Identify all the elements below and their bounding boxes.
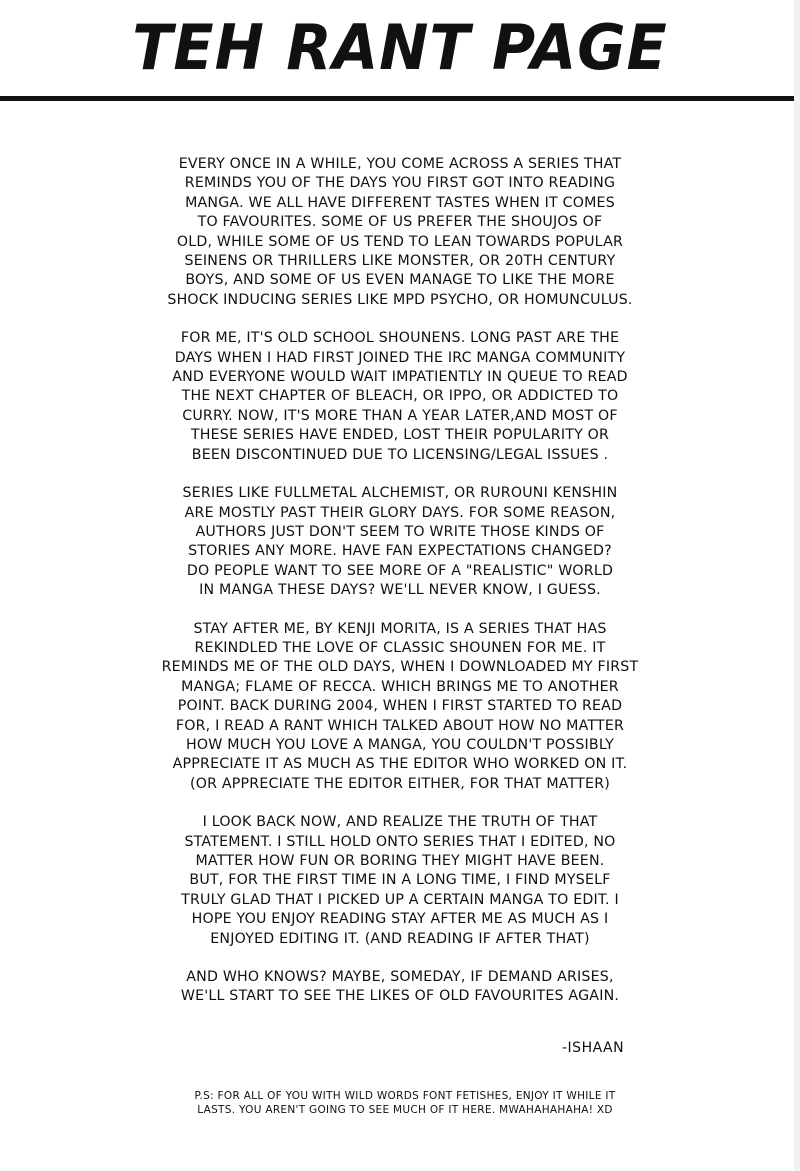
signature: -ISHAAN xyxy=(562,1040,625,1056)
rant-body xyxy=(130,155,670,1026)
text-line: TRULY GLAD THAT I PICKED UP A CERTAIN MANGA TO EDIT. I xyxy=(181,891,619,908)
text-line: ENJOYED EDITING IT. (AND READING IF AFTER THAT) xyxy=(210,930,590,947)
text-line: I LOOK BACK NOW, AND REALIZE THE TRUTH OF THAT xyxy=(202,814,598,831)
text-line: DAYS WHEN I HAD FIRST JOINED THE IRC MANGA COMMUNITY xyxy=(174,349,626,366)
paragraph-4 xyxy=(130,620,670,795)
text-line: AND WHO KNOWS? MAYBE, SOMEDAY, IF DEMAND ARISES, xyxy=(186,969,614,986)
text-line: AND EVERYONE WOULD WAIT IMPATIENTLY IN QUEUE TO READ xyxy=(172,369,628,386)
text-line: HOW MUCH YOU LOVE A MANGA, YOU COULDN'T POSSIBLY xyxy=(186,736,614,753)
postscript xyxy=(160,1089,650,1117)
text-line: REKINDLED THE LOVE OF CLASSIC SHOUNEN FOR ME. IT xyxy=(194,639,606,656)
text-line: FOR, I READ A RANT WHICH TALKED ABOUT HOW NO MATTER xyxy=(175,717,625,734)
text-line: REMINDS YOU OF THE DAYS YOU FIRST GOT INTO READING xyxy=(184,175,616,192)
text-line: STATEMENT. I STILL HOLD ONTO SERIES THAT I EDITED, NO xyxy=(184,833,616,850)
paragraph-1 xyxy=(130,155,670,310)
text-line: CURRY. NOW, IT'S MORE THAN A YEAR LATER,AND MOST OF xyxy=(182,407,618,424)
text-line: P.S: FOR ALL OF YOU WITH WILD WORDS FONT FETISHES, ENJOY IT WHILE IT xyxy=(194,1090,616,1102)
paragraph-2 xyxy=(130,329,670,465)
text-line: SERIES LIKE FULLMETAL ALCHEMIST, OR RUROUNI KENSHIN xyxy=(182,485,618,502)
text-line: POINT. BACK DURING 2004, WHEN I FIRST STARTED TO READ xyxy=(177,698,623,715)
text-line: OLD, WHILE SOME OF US TEND TO LEAN TOWARDS POPULAR xyxy=(176,233,624,250)
title-divider xyxy=(0,96,800,101)
text-line: MATTER HOW FUN OR BORING THEY MIGHT HAVE BEEN. xyxy=(195,853,605,869)
text-line: FOR ME, IT'S OLD SCHOOL SHOUNENS. LONG PAST ARE THE xyxy=(180,330,620,347)
text-line: THESE SERIES HAVE ENDED, LOST THEIR POPULARITY OR xyxy=(190,427,610,444)
text-line: LASTS. YOU AREN'T GOING TO SEE MUCH OF IT HERE. MWAHAHAHAHA! XD xyxy=(197,1104,613,1116)
paragraph-5 xyxy=(130,813,670,949)
text-line: (OR APPRECIATE THE EDITOR EITHER, FOR THAT MATTER) xyxy=(189,775,611,792)
text-line: BUT, FOR THE FIRST TIME IN A LONG TIME, I FIND MYSELF xyxy=(189,872,611,889)
text-line: SEINENS OR THRILLERS LIKE MONSTER, OR 20TH CENTURY xyxy=(184,253,616,270)
text-line: HOPE YOU ENJOY READING STAY AFTER ME AS MUCH AS I xyxy=(191,911,609,928)
text-line: BOYS, AND SOME OF US EVEN MANAGE TO LIKE THE MORE xyxy=(185,272,615,289)
paragraph-6 xyxy=(130,968,670,1007)
text-line: TO FAVOURITES. SOME OF US PREFER THE SHOUJOS OF xyxy=(197,214,603,231)
text-line: IN MANGA THESE DAYS? WE'LL NEVER KNOW, I GUESS. xyxy=(199,582,601,599)
text-line: THE NEXT CHAPTER OF BLEACH, OR IPPO, OR ADDICTED TO xyxy=(181,388,619,405)
text-line: ARE MOSTLY PAST THEIR GLORY DAYS. FOR SOME REASON, xyxy=(184,504,616,521)
text-line: MANGA. WE ALL HAVE DIFFERENT TASTES WHEN IT COMES xyxy=(185,194,615,211)
text-line: DO PEOPLE WANT TO SEE MORE OF A "REALISTIC" WORLD xyxy=(186,562,614,579)
text-line: STORIES ANY MORE. HAVE FAN EXPECTATIONS CHANGED? xyxy=(188,543,612,560)
text-line: STAY AFTER ME, BY KENJI MORITA, IS A SERIES THAT HAS xyxy=(193,620,607,637)
text-line: SHOCK INDUCING SERIES LIKE MPD PSYCHO, OR HOMUNCULUS. xyxy=(167,291,633,308)
page-edge xyxy=(794,0,800,1171)
page-title: TEH RANT PAGE xyxy=(132,11,668,84)
text-line: REMINDS ME OF THE OLD DAYS, WHEN I DOWNLOADED MY FIRST xyxy=(161,659,639,676)
paragraph-3 xyxy=(130,484,670,600)
text-line: EVERY ONCE IN A WHILE, YOU COME ACROSS A SERIES THAT xyxy=(178,156,622,172)
text-line: AUTHORS JUST DON'T SEEM TO WRITE THOSE KINDS OF xyxy=(195,523,605,540)
text-line: MANGA; FLAME OF RECCA. WHICH BRINGS ME TO ANOTHER xyxy=(181,678,619,695)
text-line: BEEN DISCONTINUED DUE TO LICENSING/LEGAL ISSUES . xyxy=(191,446,609,463)
text-line: APPRECIATE IT AS MUCH AS THE EDITOR WHO WORKED ON IT. xyxy=(172,756,628,773)
text-line: WE'LL START TO SEE THE LIKES OF OLD FAVOURITES AGAIN. xyxy=(180,988,620,1005)
